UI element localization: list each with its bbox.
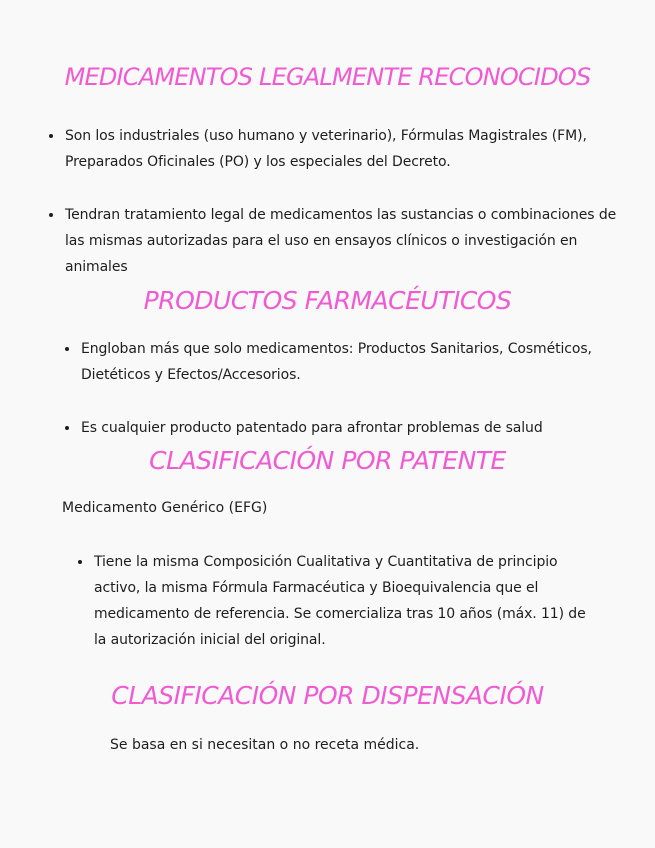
list-item-text: Tendran tratamiento legal de medicamentos las sustancias o combinaciones de las mismas autorizadas para el uso en ensayos clínicos o investigación en animales (65, 207, 617, 275)
generic-medicine-label: Medicamento Genérico (EFG) (62, 500, 268, 516)
bullet-dot-icon (65, 426, 69, 430)
bullet-dot-icon (65, 347, 69, 351)
bullet-dot-icon (49, 134, 53, 138)
list-item-text: Engloban más que solo medicamentos: Productos Sanitarios, Cosméticos, Dietéticos y Efectos/Accesorios. (81, 341, 592, 383)
list-item-text: Son los industriales (uso humano y veterinario), Fórmulas Magistrales (FM), Preparados Oficinales (PO) y los especiales del Decreto. (65, 128, 587, 170)
heading-productos-farmaceuticos: PRODUCTOS FARMACÉUTICOS (143, 286, 512, 315)
list-item-text: Tiene la misma Composición Cualitativa y Cuantitativa de principio activo, la misma Fórmula Farmacéutica y Bioequivalencia que el medicamento de referencia. Se comercializa tras 10 años (máx. 11) de la autorización inicial del original. (94, 554, 586, 648)
heading-clasificacion-por-dispensacion: CLASIFICACIÓN POR DISPENSACIÓN (111, 681, 544, 710)
bullet-dot-icon (49, 213, 53, 217)
heading-medicamentos-legalmente-reconocidos: MEDICAMENTOS LEGALMENTE RECONOCIDOS (64, 63, 591, 91)
bullet-list-patente (94, 549, 594, 653)
list-item-text: Es cualquier producto patentado para afrontar problemas de salud (81, 420, 543, 436)
heading-clasificacion-por-patente: CLASIFICACIÓN POR PATENTE (149, 446, 506, 475)
list-item (81, 415, 601, 441)
bullet-dot-icon (78, 560, 82, 564)
dispensation-text: Se basa en si necesitan o no receta médica. (110, 737, 420, 753)
list-item (65, 202, 630, 280)
list-item (94, 549, 594, 653)
list-item (81, 336, 601, 388)
bullet-list-medicamentos (65, 123, 630, 307)
list-item (65, 123, 630, 175)
